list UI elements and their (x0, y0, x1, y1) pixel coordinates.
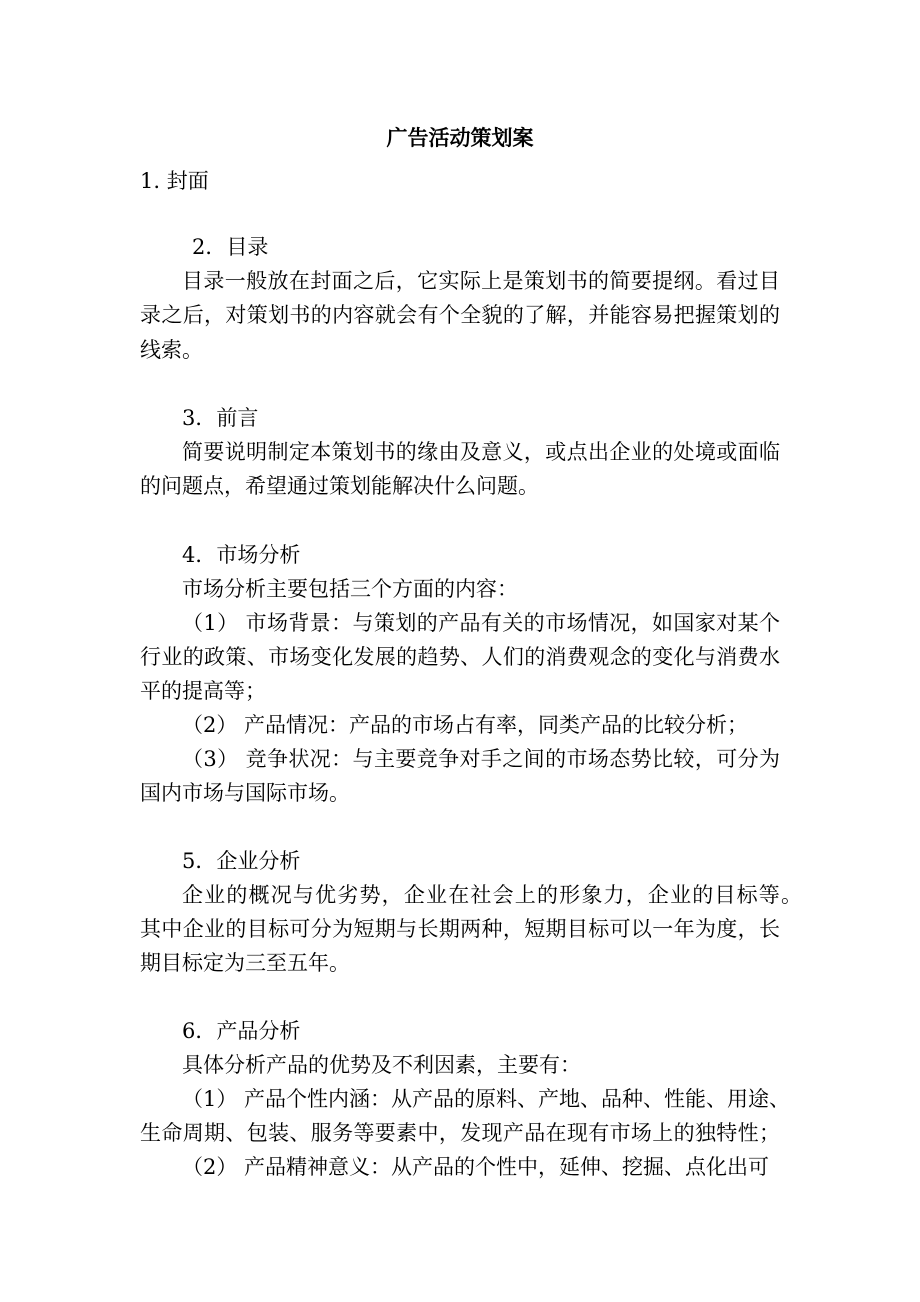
heading-market-analysis: 4．市场分析 (182, 543, 301, 567)
paragraph-line: 其中企业的目标可分为短期与长期两种，短期目标可以一年为度，长 (140, 917, 780, 941)
paragraph-line: 具体分析产品的优势及不利因素，主要有： (182, 1053, 581, 1077)
list-item-line: 行业的政策、市场变化发展的趋势、人们的消费观念的变化与消费水 (140, 645, 780, 669)
paragraph-line: 企业的概况与优劣势，企业在社会上的形象力，企业的目标等。 (182, 883, 802, 907)
heading-preface: 3．前言 (182, 406, 259, 430)
list-item-line: （2） 产品情况：产品的市场占有率，同类产品的比较分析； (182, 713, 749, 737)
paragraph-line: 录之后，对策划书的内容就会有个全貌的了解，并能容易把握策划的 (140, 303, 780, 327)
document-title: 广告活动策划案 (386, 125, 534, 150)
list-item-line: （3） 竞争状况：与主要竞争对手之间的市场态势比较，可分为 (182, 747, 780, 771)
paragraph-line: 简要说明制定本策划书的缘由及意义，或点出企业的处境或面临 (182, 440, 780, 464)
paragraph-line: 目录一般放在封面之后，它实际上是策划书的简要提纲。看过目 (182, 269, 780, 293)
list-item-line: 生命周期、包装、服务等要素中，发现产品在现有市场上的独特性； (140, 1121, 780, 1145)
paragraph-line: 期目标定为三至五年。 (140, 951, 350, 975)
heading-product-analysis: 6．产品分析 (182, 1019, 301, 1043)
list-item-line: （1） 市场背景：与策划的产品有关的市场情况，如国家对某个 (182, 611, 780, 635)
heading-contents: 2．目录 (192, 235, 269, 259)
list-item-line: （2） 产品精神意义：从产品的个性中，延伸、挖掘、点化出可 (182, 1155, 770, 1179)
paragraph-line: 市场分析主要包括三个方面的内容： (182, 577, 518, 601)
heading-company-analysis: 5．企业分析 (182, 849, 301, 873)
paragraph-line: 线索。 (140, 338, 203, 362)
list-item-line: 平的提高等； (140, 679, 266, 703)
heading-cover: 1. 封面 (140, 169, 209, 193)
list-item-line: （1） 产品个性内涵：从产品的原料、产地、品种、性能、用途、 (182, 1087, 791, 1111)
paragraph-line: 的问题点，希望通过策划能解决什么问题。 (140, 474, 539, 498)
list-item-line: 国内市场与国际市场。 (140, 781, 350, 805)
